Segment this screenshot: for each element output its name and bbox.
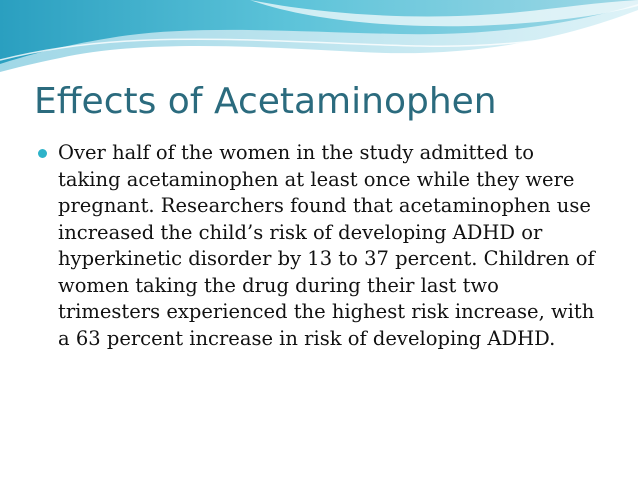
slide-title: Effects of Acetaminophen	[34, 81, 497, 122]
bullet-text-line: women taking the drug during their last two	[58, 273, 499, 297]
bullet-item	[36, 140, 596, 352]
bullet-list	[36, 140, 596, 352]
bullet-text-line: trimesters experienced the highest risk increase, with	[58, 300, 595, 323]
decorative-wave-banner	[0, 0, 638, 78]
bullet-text-line: Over half of the women in the study admitted to	[58, 141, 534, 164]
bullet-text-line: a 63 percent increase in risk of developing ADHD.	[58, 326, 556, 350]
bullet-text-line: increased the child’s risk of developing ADHD or	[58, 220, 543, 244]
bullet-text-line: pregnant. Researchers found that acetaminophen use	[58, 194, 591, 217]
bullet-text-line: hyperkinetic disorder by 13 to 37 percent. Children of	[58, 247, 595, 270]
bullet-text-line: taking acetaminophen at least once while they were	[58, 167, 575, 191]
bullet-dot-icon	[38, 149, 47, 158]
